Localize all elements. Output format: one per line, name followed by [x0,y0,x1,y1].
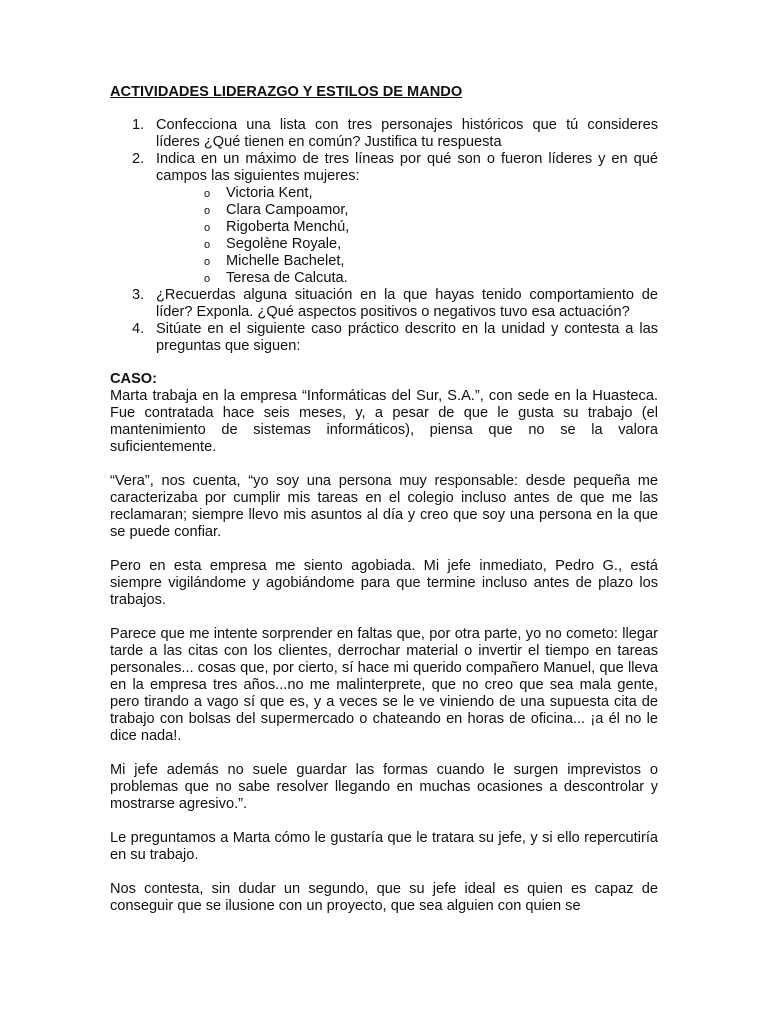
question-item [110,321,658,355]
bullet-icon: o [204,239,211,251]
list-item-text: Rigoberta Menchú, [226,219,350,235]
question-text: Confecciona una lista con tres personajes históricos que tú consideres líderes ¿Qué tienen en común? Justifica tu respuesta [156,117,658,150]
question-text: ¿Recuerdas alguna situación en la que hayas tenido comportamiento de líder? Exponla. ¿Qué aspectos positivos o negativos tuvo esa actuación? [156,287,658,320]
bullet-icon: o [204,222,211,234]
list-item-text: Teresa de Calcuta. [226,270,348,286]
women-list [156,185,658,287]
list-item [204,219,658,236]
case-paragraph: Parece que me intente sorprender en faltas que, por otra parte, yo no cometo: llegar tarde a las citas con los clientes, derrochar material o invertir el tiempo en tareas personales... cosas que, por cierto, sí hace mi querido compañero Manuel, que lleva en la empresa tres años...no me malinterprete, que no creo que sea mala gente, pero tirando a vago sí que es, y a veces se le ve viniendo de una supuesta cita de trabajo con bolsas del supermercado o chateando en horas de oficina... ¡a él no le dice nada!. [110,626,658,744]
bullet-icon: o [204,205,211,217]
question-text: Indica en un máximo de tres líneas por qué son o fueron líderes y en qué campos las siguientes mujeres: [156,151,658,184]
list-item-text: Michelle Bachelet, [226,253,345,269]
question-item [110,151,658,287]
bullet-icon: o [204,273,211,285]
list-item-text: Clara Campoamor, [226,202,349,218]
list-item [204,202,658,219]
question-number: 4. [132,321,145,337]
list-item-text: Segolène Royale, [226,236,342,252]
list-item [204,185,658,202]
document-title: ACTIVIDADES LIDERAZGO Y ESTILOS DE MANDO [110,84,463,100]
list-item-text: Victoria Kent, [226,185,313,201]
question-item [110,287,658,321]
question-text: Sitúate en el siguiente caso práctico descrito en la unidad y contesta a las preguntas que siguen: [156,321,658,354]
case-heading: CASO: [110,371,158,387]
question-number: 2. [132,151,145,167]
question-item [110,117,658,151]
bullet-icon: o [204,188,211,200]
question-number: 3. [132,287,145,303]
list-item [204,270,658,287]
case-paragraph: Mi jefe además no suele guardar las formas cuando le surgen imprevistos o problemas que no sabe resolver llegando en muchas ocasiones a descontrolar y mostrarse agresivo.”. [110,762,658,812]
question-list [110,117,658,355]
case-paragraph: “Vera”, nos cuenta, “yo soy una persona muy responsable: desde pequeña me caracterizaba por cumplir mis tareas en el colegio incluso antes de que me las reclamaran; siempre llevo mis asuntos al día y creo que soy una persona en la que se puede confiar. [110,473,658,540]
bullet-icon: o [204,256,211,268]
case-paragraph: Le preguntamos a Marta cómo le gustaría que le tratara su jefe, y si ello repercutiría en su trabajo. [110,830,658,863]
case-paragraph: Pero en esta empresa me siento agobiada. Mi jefe inmediato, Pedro G., está siempre vigilándome y agobiándome para que termine incluso antes de plazo los trabajos. [110,558,658,608]
list-item [204,236,658,253]
question-number: 1. [132,117,145,133]
case-paragraph: Nos contesta, sin dudar un segundo, que su jefe ideal es quien es capaz de conseguir que se ilusione con un proyecto, que sea alguien con quien se [110,881,658,914]
case-paragraph: Marta trabaja en la empresa “Informáticas del Sur, S.A.”, con sede en la Huasteca. Fue contratada hace seis meses, y, a pesar de que le gusta su trabajo (el mantenimiento de sistemas informáticos), piensa que no se la valora suficientemente. [110,388,658,455]
list-item [204,253,658,270]
